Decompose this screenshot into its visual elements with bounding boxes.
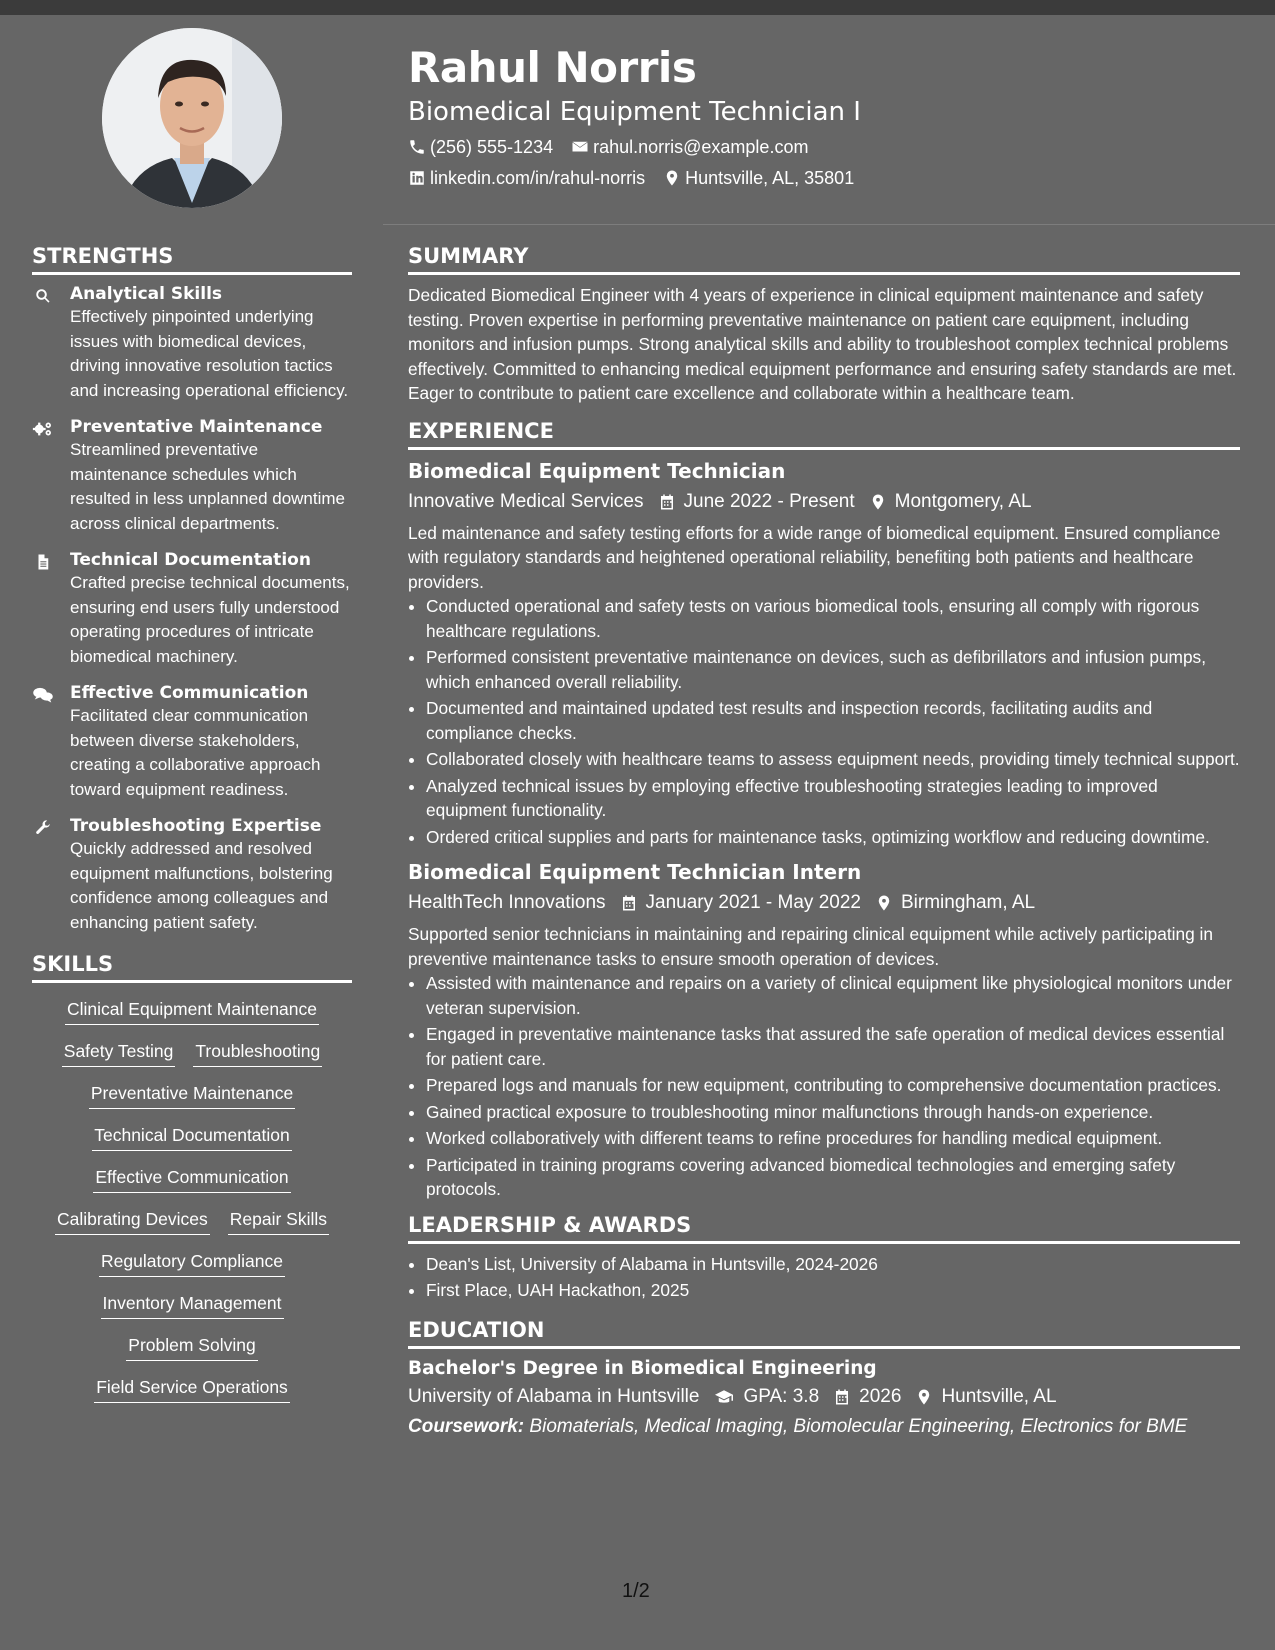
candidate-title: Biomedical Equipment Technician I (408, 97, 861, 127)
skill-tag: Clinical Equipment Maintenance (65, 997, 319, 1025)
job-meta (408, 890, 1240, 916)
bullet-item: • Worked collaboratively with different teams to refine procedures for handling medical equipment. (426, 1126, 1240, 1151)
strength-item (32, 416, 352, 536)
job-bullets (408, 971, 1240, 1202)
skills-heading: SKILLS (32, 951, 352, 983)
edu-meta (408, 1384, 1240, 1410)
strength-desc: Quickly addressed and resolved equipment malfunctions, bolstering confidence among colleagues and enhancing patient safety. (70, 839, 333, 932)
skill-tag: Effective Communication (93, 1165, 290, 1193)
job-location-text: Montgomery, AL (894, 490, 1032, 512)
job-description: Led maintenance and safety testing efforts for a wide range of biomedical equipment. Ensured compliance with regulatory standards and heightened operational reliability, benefiting both patients and healthcare providers. (408, 522, 1221, 592)
job-meta (408, 489, 1240, 515)
bullet-item: • Assisted with maintenance and repairs on a variety of clinical equipment like physiological monitors under veteran supervision. (426, 971, 1240, 1020)
search-icon (32, 287, 54, 305)
profile-photo (102, 28, 282, 208)
strength-title: Troubleshooting Expertise (70, 816, 322, 836)
skill-tag: Field Service Operations (94, 1375, 290, 1403)
linkedin-url[interactable]: linkedin.com/in/rahul-norris (430, 168, 646, 188)
sidebar (32, 243, 352, 1417)
strengths-heading: STRENGTHS (32, 243, 352, 275)
candidate-location: Huntsville, AL, 35801 (685, 168, 855, 188)
job-title: Biomedical Equipment Technician Intern (408, 860, 862, 885)
map-pin-icon (869, 493, 887, 511)
experience-heading: EXPERIENCE (408, 418, 1240, 450)
skill-tag: Repair Skills (228, 1207, 329, 1235)
bullet-item: • Analyzed technical issues by employing effective troubleshooting strategies leading to improved equipment functionality. (426, 774, 1240, 823)
page-indicator: 1/2 (622, 1580, 650, 1602)
viewer-top-bar (0, 0, 1275, 15)
skill-tag: Calibrating Devices (55, 1207, 210, 1235)
bullet-item: • Performed consistent preventative maintenance on devices, such as defibrillators and infusion pumps, which enhanced overall reliability. (426, 645, 1240, 694)
edu-gpa (713, 1384, 819, 1410)
edu-school: University of Alabama in Huntsville (408, 1385, 700, 1407)
summary-heading: SUMMARY (408, 243, 1240, 275)
strength-item (32, 815, 352, 935)
bullet-item: • Gained practical exposure to troubleshooting minor malfunctions through hands-on experience. (426, 1100, 1240, 1125)
skill-tag: Regulatory Compliance (99, 1249, 285, 1277)
strength-desc: Facilitated clear communication between diverse stakeholders, creating a collaborative approach toward equipment readiness. (70, 706, 321, 799)
job-location-text: Birmingham, AL (900, 892, 1036, 914)
envelope-icon (571, 138, 589, 156)
wrench-icon (32, 819, 54, 837)
skill-tag: Problem Solving (126, 1333, 257, 1361)
resume-page (0, 15, 1275, 1650)
leadership-heading: LEADERSHIP & AWARDS (408, 1212, 1240, 1244)
bullet-item: • Ordered critical supplies and parts for maintenance tasks, optimizing workflow and reducing downtime. (426, 825, 1240, 850)
bullet-item: • Conducted operational and safety tests on various biomedical tools, ensuring all comply with rigorous healthcare regulations. (426, 594, 1240, 643)
graduation-cap-icon (713, 1388, 735, 1406)
map-pin-icon (915, 1388, 933, 1406)
calendar-icon (833, 1388, 851, 1406)
strength-desc: Streamlined preventative maintenance schedules which resulted in less unplanned downtime across clinical departments. (70, 440, 346, 533)
job-entry (408, 859, 1240, 1202)
strength-item (32, 283, 352, 403)
job-description: Supported senior technicians in maintaining and repairing clinical equipment while actively participating in preventive maintenance tasks to ensure smooth operation of devices. (408, 924, 1213, 969)
bullet-item: • Participated in training programs covering advanced biomedical technologies and emerging safety protocols. (426, 1153, 1240, 1202)
bullet-item: • Prepared logs and manuals for new equipment, contributing to comprehensive documentation practices. (426, 1073, 1240, 1098)
strength-item (32, 682, 352, 802)
map-pin-icon (875, 894, 893, 912)
education-heading: EDUCATION (408, 1317, 1240, 1349)
skills-list (32, 991, 352, 1403)
strength-item (32, 549, 352, 669)
strength-desc: Crafted precise technical documents, ensuring end users fully understood operating procedures of intricate biomedical machinery. (70, 573, 350, 666)
job-company: Innovative Medical Services (408, 490, 644, 512)
phone-contact (408, 135, 553, 159)
email-contact (571, 135, 808, 159)
coursework-label: Coursework: (408, 1415, 525, 1437)
gears-icon (32, 420, 54, 438)
award-item: • First Place, UAH Hackathon, 2025 (426, 1278, 1240, 1303)
phone-number: (256) 555-1234 (430, 137, 554, 157)
linkedin-contact (408, 166, 645, 190)
map-pin-icon (663, 169, 681, 187)
edu-location-text: Huntsville, AL (941, 1385, 1057, 1407)
skill-tag: Troubleshooting (193, 1039, 322, 1067)
phone-icon (408, 138, 426, 156)
edu-year-text: 2026 (859, 1385, 902, 1407)
job-dates (658, 489, 855, 515)
skill-tag: Technical Documentation (92, 1123, 292, 1151)
skill-tag: Inventory Management (101, 1291, 284, 1319)
job-company: HealthTech Innovations (408, 892, 606, 914)
coursework-text: Biomaterials, Medical Imaging, Biomolecular Engineering, Electronics for BME (529, 1415, 1188, 1437)
candidate-name: Rahul Norris (408, 43, 697, 92)
edu-gpa-text: GPA: 3.8 (743, 1385, 820, 1407)
summary-text: Dedicated Biomedical Engineer with 4 years of experience in clinical equipment maintenance and safety testing. Proven expertise in performing preventative maintenance on patient care equipment, including monitors and infusion pumps. Strong analytical skills and ability to troubleshoot complex technical problems effectively. Committed to enhancing medical equipment performance and ensuring safety standards are met. Eager to contribute to patient care excellence and collaborate within a healthcare team. (408, 285, 1237, 404)
edu-degree: Bachelor's Degree in Biomedical Engineering (408, 1357, 877, 1379)
job-dates-text: June 2022 - Present (683, 490, 855, 512)
calendar-icon (620, 894, 638, 912)
strength-title: Preventative Maintenance (70, 417, 323, 437)
resume-header (408, 43, 1248, 190)
skill-tag: Safety Testing (62, 1039, 176, 1067)
chat-icon (32, 686, 54, 704)
job-title: Biomedical Equipment Technician (408, 458, 786, 483)
location-contact (663, 166, 854, 190)
strength-title: Technical Documentation (70, 550, 311, 570)
job-dates (620, 890, 861, 916)
leadership-list (408, 1252, 1240, 1303)
strength-title: Effective Communication (70, 683, 309, 703)
main-content (408, 243, 1240, 1440)
bullet-item: • Collaborated closely with healthcare teams to assess equipment needs, providing timely technical support. (426, 747, 1240, 772)
job-dates-text: January 2021 - May 2022 (645, 892, 861, 914)
job-bullets (408, 594, 1240, 849)
bullet-item: • Engaged in preventative maintenance tasks that assured the safe operation of medical devices essential for patient care. (426, 1022, 1240, 1071)
linkedin-icon (408, 169, 426, 187)
document-icon (32, 553, 54, 571)
edu-coursework (408, 1414, 1240, 1440)
skill-tag: Preventative Maintenance (89, 1081, 295, 1109)
calendar-icon (658, 493, 676, 511)
email-address[interactable]: rahul.norris@example.com (593, 137, 809, 157)
job-location (875, 890, 1035, 916)
strength-title: Analytical Skills (70, 284, 223, 304)
bullet-item: • Documented and maintained updated test results and inspection records, facilitating audits and compliance checks. (426, 696, 1240, 745)
edu-year (833, 1384, 901, 1410)
contact-row-2 (408, 166, 1248, 190)
job-location (869, 489, 1032, 515)
edu-location (915, 1384, 1056, 1410)
job-entry (408, 458, 1240, 850)
strength-desc: Effectively pinpointed underlying issues with biomedical devices, driving innovative resolution tactics and increasing operational efficiency. (70, 307, 349, 400)
header-divider (383, 224, 1275, 225)
contact-row-1 (408, 135, 1248, 159)
award-item: • Dean's List, University of Alabama in Huntsville, 2024-2026 (426, 1252, 1240, 1277)
